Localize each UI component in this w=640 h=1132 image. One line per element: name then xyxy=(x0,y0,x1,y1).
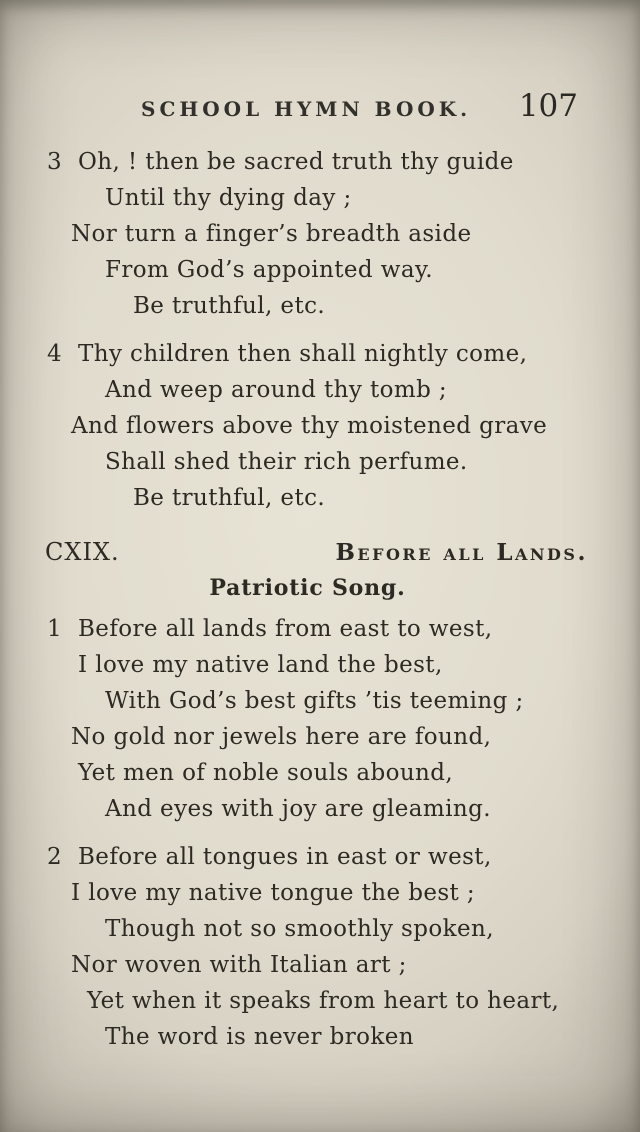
hymn-number: CXIX. xyxy=(45,538,120,566)
verse-line xyxy=(45,611,600,647)
verse-line: I love my native tongue the best ; xyxy=(71,880,476,906)
verse-number: 2 xyxy=(47,844,63,870)
verse-4 xyxy=(45,336,600,516)
verse-line: Though not so smoothly spoken, xyxy=(105,916,494,942)
verse-line: And weep around thy tomb ; xyxy=(105,377,448,403)
verse-line: Until thy dying day ; xyxy=(105,185,352,211)
verse-1 xyxy=(45,611,600,827)
book-title: SCHOOL HYMN BOOK. xyxy=(141,97,472,121)
verse-line: The word is never broken xyxy=(105,1024,414,1050)
verse-line xyxy=(45,839,600,875)
hymn-title: Before all Lands. xyxy=(335,539,588,566)
verse-line: No gold nor jewels here are found, xyxy=(71,724,492,750)
refrain-line: Be truthful, etc. xyxy=(133,485,326,511)
verse-number: 1 xyxy=(47,616,63,642)
verse-line: And flowers above thy moistened grave xyxy=(71,413,548,439)
verse-line-text: Thy children then shall nightly come, xyxy=(78,341,528,367)
verse-line: Shall shed their rich perfume. xyxy=(105,449,468,475)
verse-line xyxy=(45,336,600,372)
verse-2 xyxy=(45,839,600,1055)
hymn-heading xyxy=(45,534,600,571)
verse-line: Nor woven with Italian art ; xyxy=(71,952,407,978)
page-number: 107 xyxy=(518,88,578,124)
verse-line: I love my native land the best, xyxy=(78,652,443,678)
verse-number: 4 xyxy=(47,341,63,367)
verse-3 xyxy=(45,144,600,324)
page-header xyxy=(45,88,600,124)
verse-line xyxy=(45,144,600,180)
verse-line-text: Before all lands from east to west, xyxy=(78,616,493,642)
verse-line: Yet when it speaks from heart to heart, xyxy=(87,988,560,1014)
verse-number: 3 xyxy=(47,149,63,175)
refrain-line: Be truthful, etc. xyxy=(133,293,326,319)
verse-line-text: Before all tongues in east or west, xyxy=(78,844,492,870)
verse-line: And eyes with joy are gleaming. xyxy=(105,796,491,822)
hymn-subtitle: Patriotic Song. xyxy=(209,575,406,601)
verse-line: Nor turn a finger’s breadth aside xyxy=(71,221,472,247)
verse-line: From God’s appointed way. xyxy=(105,257,434,283)
verse-line: Yet men of noble souls abound, xyxy=(78,760,454,786)
verse-line: With God’s best gifts ’tis teeming ; xyxy=(105,688,524,714)
verse-line-text: Oh, ! then be sacred truth thy guide xyxy=(78,149,514,175)
